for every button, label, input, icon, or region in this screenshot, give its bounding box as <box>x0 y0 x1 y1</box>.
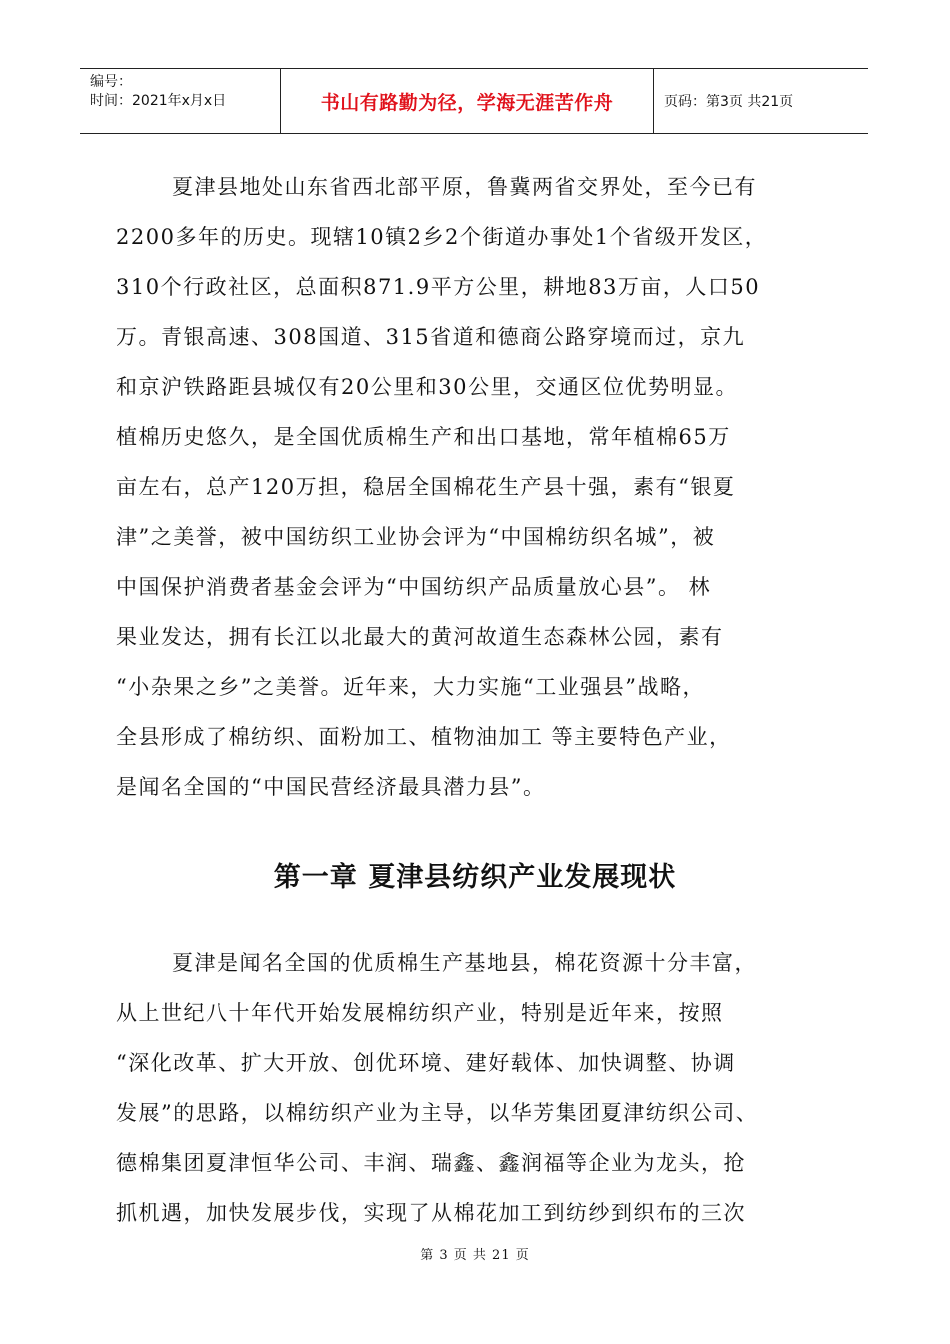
text-line: “小杂果之乡”之美誉。近年来，大力实施“工业强县”战略， <box>116 675 705 699</box>
page-header <box>80 68 868 134</box>
text-line: 和京沪铁路距县城仅有20公里和30公里，交通区位优势明显。 <box>116 375 738 399</box>
document-number-label: 编号： <box>90 74 132 90</box>
text-line: 夏津县地处山东省西北部平原，鲁冀两省交界处，至今已有 <box>172 175 757 199</box>
text-line: 是闻名全国的“中国民营经济最具潜力县”。 <box>116 775 546 799</box>
text-line: 德棉集团夏津恒华公司、丰润、瑞鑫、鑫润福等企业为龙头，抢 <box>116 1151 746 1175</box>
text-line: 万。青银高速、308国道、315省道和德商公路穿境而过，京九 <box>116 325 746 349</box>
chapter-title: 第一章 夏津县纺织产业发展现状 <box>273 862 677 893</box>
intro-section <box>116 162 840 812</box>
text-line: 全县形成了棉纺织、面粉加工、植物油加工 等主要特色产业， <box>116 725 732 749</box>
text-line: 抓机遇，加快发展步伐，实现了从棉花加工到纺纱到织布的三次 <box>116 1201 746 1225</box>
text-line: 津”之美誉，被中国纺织工业协会评为“中国棉纺织名城”，被 <box>116 525 716 549</box>
text-line: 310个行政社区，总面积871.9平方公里，耕地83万亩，人口50 <box>116 275 761 299</box>
text-line: 果业发达，拥有长江以北最大的黄河故道生态森林公园，素有 <box>116 625 724 649</box>
chapter-paragraph <box>116 938 840 1238</box>
document-time-label: 时间：2021年x月x日 <box>90 93 227 109</box>
text-line: 植棉历史悠久，是全国优质棉生产和出口基地，常年植棉65万 <box>116 425 731 449</box>
intro-paragraph <box>116 162 840 812</box>
text-line: 夏津是闻名全国的优质棉生产基地县，棉花资源十分丰富， <box>172 951 757 975</box>
text-line: 亩左右，总产120万担，稳居全国棉花生产县十强，素有“银夏 <box>116 475 736 499</box>
text-line: 中国保护消费者基金会评为“中国纺织产品质量放心县”。 林 <box>116 575 712 599</box>
page-footer: 第 3 页 共 21 页 <box>420 1248 530 1263</box>
text-line: 2200多年的历史。现辖10镇2乡2个街道办事处1个省级开发区， <box>116 225 768 249</box>
header-motto: 书山有路勤为径，学海无涯苦作舟 <box>280 69 654 133</box>
text-line: 从上世纪八十年代开始发展棉纺织产业，特别是近年来，按照 <box>116 1001 724 1025</box>
chapter-section <box>116 938 840 1238</box>
text-line: “深化改革、扩大开放、创优环境、建好载体、加快调整、协调 <box>116 1051 736 1075</box>
header-meta <box>80 69 280 133</box>
text-line: 发展”的思路，以棉纺织产业为主导，以华芳集团夏津纺织公司、 <box>116 1101 759 1125</box>
header-page-info: 页码：第3页 共21页 <box>664 94 794 110</box>
